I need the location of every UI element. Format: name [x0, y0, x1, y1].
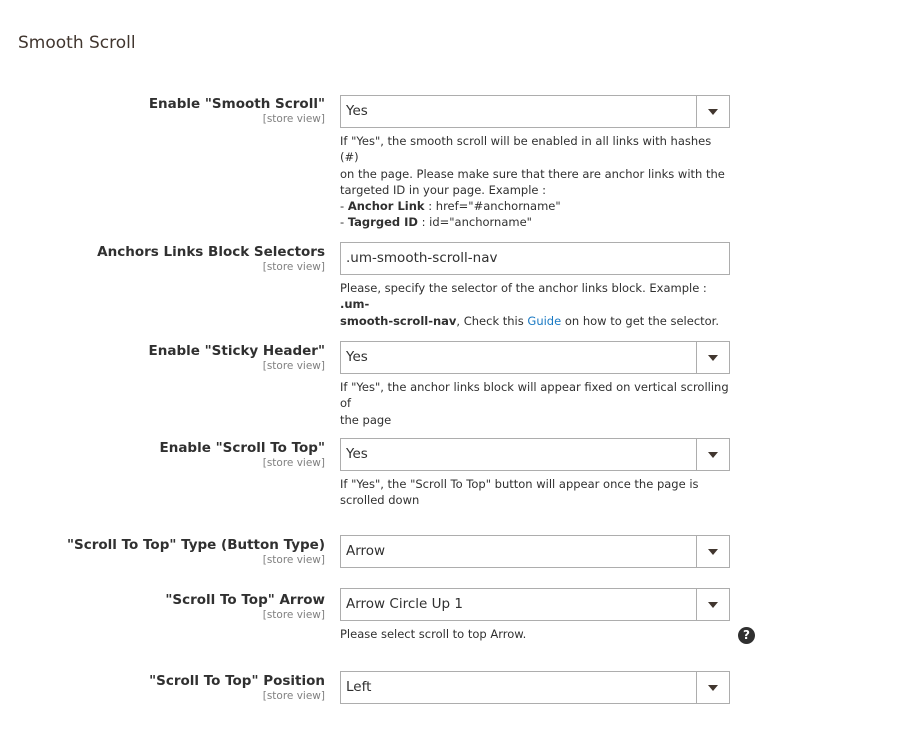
note-line: If "Yes", the "Scroll To Top" button will appear once the page is [340, 477, 699, 491]
scope-label: [store view] [262, 554, 325, 566]
scope-label: [store view] [262, 360, 325, 372]
note-line: the page [340, 412, 392, 427]
scope-label: [store view] [262, 690, 325, 702]
field-label: "Scroll To Top" Position [149, 673, 325, 689]
select-value: Yes [346, 349, 368, 365]
chevron-down-icon[interactable] [696, 342, 729, 373]
scroll-to-top-arrow-select[interactable] [340, 588, 730, 621]
scope-label: [store view] [262, 457, 325, 469]
chevron-down-icon[interactable] [696, 589, 729, 620]
field-label: Anchors Links Block Selectors [97, 244, 325, 260]
select-value: Arrow Circle Up 1 [346, 596, 463, 612]
field-note [340, 476, 732, 509]
scope-label: [store view] [262, 113, 325, 125]
note-line: - Tagrged ID : id="anchorname" [340, 215, 532, 230]
input-value: .um-smooth-scroll-nav [346, 250, 498, 266]
field-label: "Scroll To Top" Arrow [165, 592, 325, 608]
field-note: Please, specify the selector of the anchor links block. Example : .um- smooth-scroll-nav, Check this Guide on how to get the selector. [340, 281, 720, 328]
scope-label: [store view] [262, 261, 325, 273]
enable-smooth-scroll-select[interactable] [340, 95, 730, 128]
section-title: Smooth Scroll [18, 33, 136, 53]
select-value: Arrow [346, 543, 386, 559]
note-line: targeted ID in your page. Example : [340, 182, 547, 197]
anchors-selectors-input[interactable] [340, 242, 730, 275]
select-value: Left [346, 679, 372, 695]
chevron-down-icon[interactable] [696, 96, 729, 127]
field-note: Please select scroll to top Arrow. [340, 627, 527, 641]
chevron-down-icon[interactable] [696, 536, 729, 567]
select-value: Yes [346, 103, 368, 119]
field-note [340, 379, 732, 428]
field-label: Enable "Sticky Header" [148, 343, 325, 359]
guide-link[interactable]: Guide [527, 313, 562, 328]
note-line: If "Yes", the smooth scroll will be enabled in all links with hashes (#) [340, 134, 712, 165]
note-line: - Anchor Link : href="#anchorname" [340, 199, 561, 214]
field-note [340, 133, 732, 231]
scope-label: [store view] [262, 609, 325, 621]
enable-scroll-to-top-select[interactable] [340, 438, 730, 471]
chevron-down-icon[interactable] [696, 672, 729, 703]
note-line: on the page. Please make sure that there are anchor links with the [340, 166, 725, 181]
field-label: Enable "Scroll To Top" [159, 440, 325, 456]
scroll-to-top-type-select[interactable] [340, 535, 730, 568]
note-line: scrolled down [340, 493, 420, 508]
enable-sticky-header-select[interactable] [340, 341, 730, 374]
help-icon[interactable]: ? [738, 627, 755, 644]
field-label: Enable "Smooth Scroll" [148, 96, 325, 112]
field-label: "Scroll To Top" Type (Button Type) [66, 537, 325, 553]
scroll-to-top-position-select[interactable] [340, 671, 730, 704]
select-value: Yes [346, 446, 368, 462]
chevron-down-icon[interactable] [696, 439, 729, 470]
note-line: If "Yes", the anchor links block will appear fixed on vertical scrolling of [340, 380, 729, 411]
